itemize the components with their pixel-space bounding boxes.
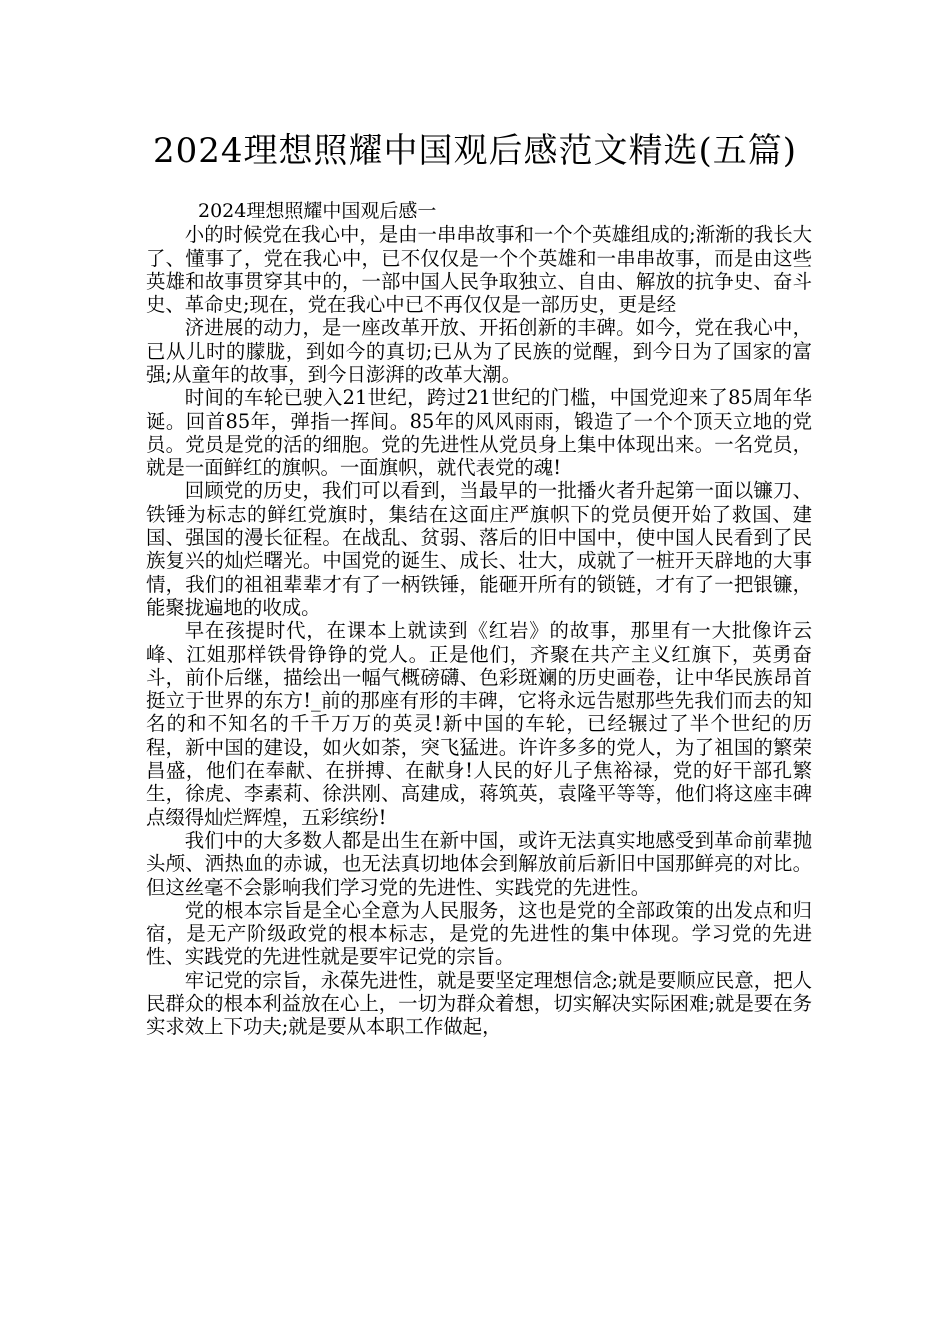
section-subtitle: 2024理想照耀中国观后感一 bbox=[198, 200, 437, 222]
paragraph: 时间的车轮已驶入21世纪，跨过21世纪的门槛，中国党迎来了85周年华诞。回首85年，弹指一挥间。85年的风风雨雨，锻造了一个个顶天立地的党员。党员是党的活的细胞。党的先进性从党员身上集中体现出来。一名党员，就是一面鲜红的旗帜。一面旗帜，就代表党的魂! bbox=[146, 386, 812, 480]
paragraph: 牢记党的宗旨，永葆先进性，就是要坚定理想信念;就是要顺应民意，把人民群众的根本利益放在心上，一切为群众着想，切实解决实际困难;就是要在务实求效上下功夫;就是要从本职工作做起， bbox=[146, 968, 812, 1039]
paragraph: 回顾党的历史，我们可以看到，当最早的一批播火者升起第一面以镰刀、铁锤为标志的鲜红党旗时，集结在这面庄严旗帜下的党员便开始了救国、建国、强国的漫长征程。在战乱、贫弱、落后的旧中国中，使中国人民看到了民族复兴的灿烂曙光。中国党的诞生、成长、壮大，成就了一桩开天辟地的大事情，我们的祖祖辈辈才有了一柄铁锤，能砸开所有的锁链，才有了一把银镰，能聚拢遍地的收成。 bbox=[146, 479, 812, 619]
paragraph: 小的时候党在我心中，是由一串串故事和一个个英雄组成的;渐渐的我长大了、懂事了，党在我心中，已不仅仅是一个个英雄和一串串故事，而是由这些英雄和故事贯穿其中的，一部中国人民争取独立、自由、解放的抗争史、奋斗史、革命史;现在，党在我心中已不再仅仅是一部历史，更是经 bbox=[146, 223, 812, 317]
paragraph: 我们中的大多数人都是出生在新中国，或许无法真实地感受到革命前辈抛头颅、洒热血的赤诚，也无法真切地体会到解放前后新旧中国那鲜亮的对比。但这丝毫不会影响我们学习党的先进性、实践党的先进性。 bbox=[146, 828, 812, 899]
paragraph: 早在孩提时代，在课本上就读到《红岩》的故事，那里有一大批像许云峰、江姐那样铁骨铮铮的党人。正是他们，齐聚在共产主义红旗下，英勇奋斗，前仆后继，描绘出一幅气概磅礴、色彩斑斓的历史画卷，让中华民族昂首挺立于世界的东方!_前的那座有形的丰碑，它将永远告慰那些先我们而去的知名的和不知名的千千万万的英灵!新中国的车轮，已经辗过了半个世纪的历程，新中国的建设，如火如荼，突飞猛进。许许多多的党人，为了祖国的繁荣昌盛，他们在奉献、在拼搏、在献身!人民的好儿子焦裕禄，党的好干部孔繁生，徐虎、李素莉、徐洪刚、高建成，蒋筑英，袁隆平等等，他们将这座丰碑点缀得灿烂辉煌，五彩缤纷! bbox=[146, 619, 812, 829]
document-title: 2024理想照耀中国观后感范文精选(五篇) bbox=[152, 131, 798, 171]
paragraph: 党的根本宗旨是全心全意为人民服务，这也是党的全部政策的出发点和归宿，是无产阶级政党的根本标志，是党的先进性的集中体现。学习党的先进性、实践党的先进性就是要牢记党的宗旨。 bbox=[146, 898, 812, 969]
document-body bbox=[146, 200, 812, 1039]
paragraph: 济进展的动力，是一座改革开放、开拓创新的丰碑。如今，党在我心中，已从儿时的朦胧，到如今的真切;已从为了民族的觉醒，到今日为了国家的富强;从童年的故事，到今日澎湃的改革大潮。 bbox=[146, 316, 812, 386]
